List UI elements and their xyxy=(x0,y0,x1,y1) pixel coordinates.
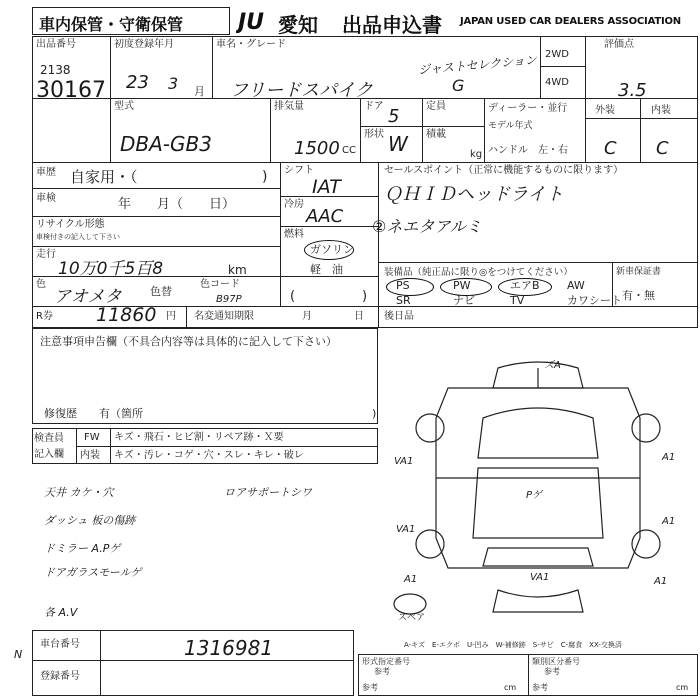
interior-value: C xyxy=(656,138,669,159)
grade-name: ジャストセレクション xyxy=(417,52,538,78)
entry-label: 記入欄 xyxy=(34,449,64,460)
shift-value: IAT xyxy=(312,176,341,198)
ref-label: 参考 xyxy=(374,667,390,676)
score-label: 評価点 xyxy=(604,39,634,50)
chassis-value: 1316981 xyxy=(184,636,274,660)
note-f: 各 A.V xyxy=(44,606,78,619)
lot-no-label: 出品番号 xyxy=(36,39,76,50)
warranty-value: 有・無 xyxy=(622,289,655,302)
storage-box xyxy=(32,7,230,35)
notes-title: 注意事項申告欄（不具合内容等は具体的に記入して下さい） xyxy=(40,335,337,348)
tax-yen: 円 xyxy=(166,311,176,322)
divider xyxy=(640,98,641,162)
new-warranty-label: 新車保証書 xyxy=(616,267,662,277)
name-change-label: 名変通知期限 xyxy=(194,311,254,322)
equipment-circle xyxy=(386,278,434,296)
history-value: 自家用・（ xyxy=(70,168,138,186)
inspector-label: 検査員 xyxy=(34,433,64,444)
tax-value: 11860 xyxy=(96,304,157,326)
reg-no-label: 登録番号 xyxy=(40,671,80,682)
sales-point-label: セールスポイント（正常に機能するものに限ります） xyxy=(384,165,624,176)
damage-legend: A-キズ E-エクボ U-凹み W-補修跡 S-サビ C-腐食 XX-交換済 xyxy=(404,641,622,649)
divider xyxy=(76,446,378,447)
dealer-label: ディーラー・並行 xyxy=(488,103,568,114)
note-b: ロアサポートシワ xyxy=(224,486,312,499)
car-diagram xyxy=(378,328,698,628)
divider xyxy=(540,36,541,98)
color-code-value: B97P xyxy=(216,294,242,305)
equipment-circle xyxy=(440,278,492,296)
fuel-label: 燃料 xyxy=(284,229,304,240)
cm-unit: cm xyxy=(504,683,517,692)
note-e: ドアガラスモールゲ xyxy=(44,566,142,579)
mileage-label: 走行 xyxy=(36,249,56,260)
spare-label: スペア xyxy=(398,613,426,623)
recycle-note: 車検付きの記入して下さい xyxy=(36,233,120,241)
fw-label: FW xyxy=(84,432,100,443)
repair-label: 修復歴 有（箇所 xyxy=(44,407,143,420)
exterior-label: 外装 xyxy=(595,105,615,116)
tax-label: R券 xyxy=(36,311,53,322)
diagram-center: Pゲ xyxy=(526,490,543,501)
car-name: フリードスパイク xyxy=(230,80,373,101)
paren-close: ) xyxy=(262,169,268,185)
diagram-rear-right: A1 xyxy=(654,576,668,587)
ref-label-4: 参考 xyxy=(532,683,548,692)
lot-number: 30167 xyxy=(36,78,106,103)
fw-row: キズ・飛石・ヒビ割・リペア跡・Ｘ要 xyxy=(114,432,284,443)
divider xyxy=(212,36,213,98)
displacement-label: 排気量 xyxy=(274,101,304,112)
color-label: 色 xyxy=(36,279,46,290)
history-label: 車歴 xyxy=(36,167,56,178)
equipment-label: 装備品（純正品に限り◎をつけてください） xyxy=(384,267,573,278)
color-change-label: 色替 xyxy=(150,285,172,298)
inspection-value: 年 月（ 日） xyxy=(118,197,236,212)
divider xyxy=(100,630,101,696)
divider xyxy=(378,306,379,328)
door-label: ドア xyxy=(364,101,384,112)
divider xyxy=(32,188,280,189)
recycle-label: リサイクル形態 xyxy=(36,219,105,230)
in-row: キズ・汚レ・コゲ・穴・スレ・キレ・破レ xyxy=(114,450,304,461)
aircon-label: 冷房 xyxy=(284,199,304,210)
diagram-top: ズA xyxy=(544,360,561,371)
month-unit: 月 xyxy=(194,85,205,98)
note-c: ダッシュ 板の傷跡 xyxy=(44,514,136,527)
load-label: 積載 xyxy=(426,129,446,140)
divider xyxy=(484,98,485,162)
divider xyxy=(378,262,698,263)
ju-logo xyxy=(236,7,282,33)
storage-label: 車内保管・守衛保管 xyxy=(39,15,184,34)
lot-small-value: 2138 xyxy=(40,63,71,77)
aircon-value: AAC xyxy=(306,206,344,227)
score-value: 3.5 xyxy=(618,80,647,101)
shape-value: W xyxy=(388,132,408,156)
paren-open: ( xyxy=(290,289,296,304)
diagram-rear-left: A1 xyxy=(404,574,418,585)
note-d: ドミラー A.Pゲ xyxy=(44,542,121,555)
form-title: 出品申込書 xyxy=(342,13,442,37)
divider xyxy=(32,660,354,661)
reg-type-label: 形式指定番号 xyxy=(362,657,410,666)
door-value: 5 xyxy=(388,106,400,127)
diagram-left2: VA1 xyxy=(396,524,416,535)
divider xyxy=(32,162,698,163)
exterior-value: C xyxy=(604,138,617,159)
fuel-gasoline: ガソリン xyxy=(310,243,354,256)
divider xyxy=(32,246,280,247)
divider xyxy=(585,118,698,119)
mileage-unit: km xyxy=(228,263,247,277)
two-wd-label: 2WD xyxy=(545,49,569,60)
chassis-label: 車台番号 xyxy=(40,639,80,650)
equipment-item: PW xyxy=(453,279,471,292)
name-change-month: 月 xyxy=(302,311,312,322)
first-reg-label: 初度登録年月 xyxy=(114,39,174,50)
paren-close2: ) xyxy=(362,289,368,304)
color-value: アオメタ xyxy=(54,287,122,307)
fuel-diesel: 軽 油 xyxy=(310,263,343,276)
shift-label: シフト xyxy=(284,165,314,176)
car-outline-icon xyxy=(378,328,698,628)
ju-logo-icon xyxy=(236,7,282,33)
sales-point-1: ＱＨＩＤヘッドライト xyxy=(384,184,564,205)
ju-logo-mark: JU xyxy=(238,10,265,33)
inspection-label: 車検 xyxy=(36,193,56,204)
name-grade-label: 車名・グレード xyxy=(216,39,286,50)
equipment-item: ナビ xyxy=(453,294,475,307)
reg-year: 23 xyxy=(126,72,149,93)
cm-unit-2: cm xyxy=(676,683,689,692)
capacity-label: 定員 xyxy=(426,101,446,112)
diagram-left1: VA1 xyxy=(394,456,414,467)
divider xyxy=(585,36,586,162)
association-name: JAPAN USED CAR DEALERS ASSOCIATION xyxy=(460,16,681,27)
sales-point-2: ②ネエタアルミ xyxy=(372,217,482,236)
model-label: 型式 xyxy=(114,101,134,112)
reg-month: 3 xyxy=(168,74,179,93)
divider xyxy=(270,98,271,162)
class-no-label: 類別区分番号 xyxy=(532,657,580,666)
rear-info-label: 後日品 xyxy=(384,311,414,322)
divider xyxy=(360,98,361,162)
equipment-item: AW xyxy=(567,279,585,292)
interior-label: 内装 xyxy=(651,105,671,116)
divider xyxy=(280,162,281,306)
four-wd-label: 4WD xyxy=(545,77,569,88)
model-year-label: モデル年式 xyxy=(488,121,533,131)
cc-unit: CC xyxy=(342,145,356,156)
diagram-rear: VA1 xyxy=(530,572,550,583)
equipment-circle xyxy=(498,278,552,296)
shape-label: 形状 xyxy=(364,129,384,140)
name-change-day: 日 xyxy=(354,311,364,322)
logo-text: 愛知 xyxy=(278,13,318,37)
equipment-item: エアB xyxy=(510,279,540,292)
ref-label-2: 参考 xyxy=(362,683,378,692)
divider xyxy=(32,216,280,217)
divider xyxy=(528,654,529,696)
diagram-right1: A1 xyxy=(662,452,676,463)
divider xyxy=(540,66,585,67)
equipment-item: PS xyxy=(396,279,410,292)
divider xyxy=(360,126,484,127)
divider xyxy=(422,98,423,162)
displacement-value: 1500 xyxy=(294,138,340,159)
mileage-value: 10万0千5百8 xyxy=(58,259,164,279)
repair-paren: ) xyxy=(372,407,377,420)
grade-letter: G xyxy=(452,76,465,95)
color-code-label: 色コード xyxy=(200,279,240,290)
handle-label: ハンドル 左・右 xyxy=(488,145,568,156)
in-label: 内装 xyxy=(80,450,100,461)
equipment-item: SR xyxy=(396,294,411,307)
equipment-item: TV xyxy=(510,294,525,307)
divider xyxy=(186,306,187,328)
margin-mark: N xyxy=(14,648,23,661)
divider xyxy=(110,36,111,162)
kg-unit: kg xyxy=(470,149,483,160)
ref-label-3: 参考 xyxy=(544,667,560,676)
diagram-right2: A1 xyxy=(662,516,676,527)
equipment-item: カワシート xyxy=(567,294,622,307)
note-a: 天井 カケ・穴 xyxy=(44,486,114,499)
model-value: DBA-GB3 xyxy=(120,132,212,156)
